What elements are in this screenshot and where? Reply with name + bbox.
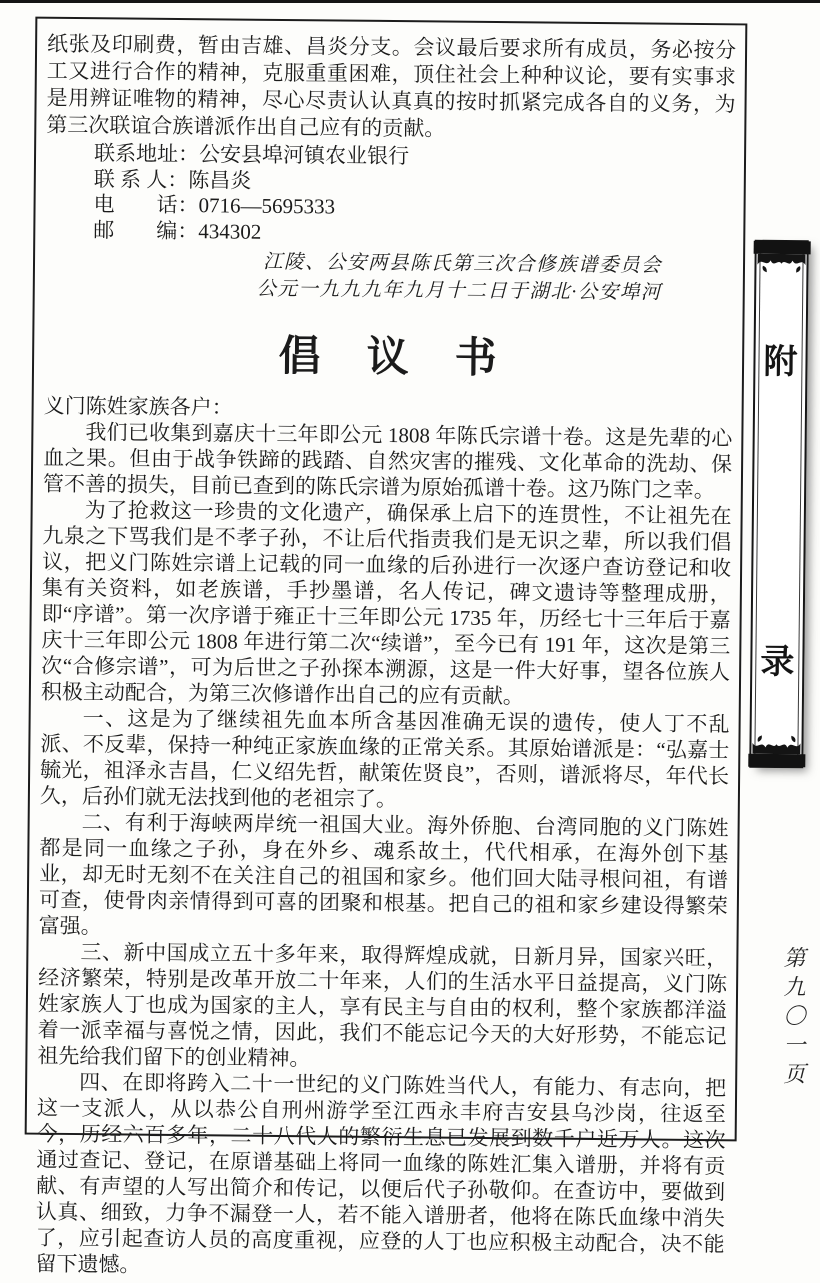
- body-paragraph-1: 我们已收集到嘉庆十三年即公元 1808 年陈氏宗谱十卷。这是先辈的心血之果。但由于战争铁蹄的践踏、自然灾害的摧残、文化革命的洗劫、保管不善的损失，目前已查到的陈氏宗谱为原始孤谱十卷。这乃陈门之幸。: [42, 420, 733, 503]
- tab-char-fu: 附: [763, 343, 798, 382]
- document-frame: [25, 17, 748, 1277]
- paragraph-continued: 纸张及印刷费，暂由吉雄、昌炎分支。会议最后要求所有成员，务必按分工又进行合作的精神，克服重重困难，顶住社会上种种议论，要有实事求是用辨证唯物的精神，尽心尽责认认真真的按时抓紧完成各自的义务，为第三次联谊合族谱派作出自己应有的贡献。: [46, 31, 737, 141]
- contact-row-phone: 电 话：0716—5695333: [93, 192, 336, 219]
- tab-bottom-bar: [748, 754, 805, 768]
- cloud-ornament-bottom-icon: [752, 728, 800, 755]
- body-paragraph-4: 二、有利于海峡两岸统一祖国大业。海外侨胞、台湾同胞的义门陈姓都是同一血缘之子孙，身在外乡、魂系故土，代代相承，在海外创下基业，却无时无刻不在关注自己的祖国和家乡。他们回大陆寻根问祖，有谱可查，使骨肉亲情得到可喜的团聚和根基。把自己的祖和家乡建设得繁荣富强。: [38, 810, 729, 939]
- tab-char-lu: 录: [760, 643, 795, 682]
- body-paragraph-2: 为了抢救这一珍贵的文化遗产，确保承上启下的连贯性，不让祖先在九泉之下骂我们是不孝子孙，不让后代指责我们是无识之辈，所以我们倡议，把义门陈姓宗谱上记载的同一血缘的后孙进行一次逐户查访登记和收集有关资料，如老族谱，手抄墨谱，名人传记，碑文遗诗等整理成册，即“序谱”。第一次序谱于雍正十三年即公元 1735 年，历经七十三年后于嘉庆十三年即公元 1808 年进行第二次“续谱”，至今已有 191 年，这次是第三次“合修宗谱”，可为后世之子孙探本溯源，这是一件大好事，望各位族人积极主动配合，为第三次修谱作出自己的应有贡献。: [40, 498, 732, 709]
- contact-row-address: 联系地址：公安县埠河镇农业银行: [93, 141, 410, 169]
- contact-row-postcode: 邮 编：434302: [93, 217, 262, 244]
- appendix-side-tab: [749, 240, 809, 769]
- signature-committee: 江陵、公安两县陈氏第三次合修族谱委员会: [262, 251, 663, 277]
- signature-date-place: 公元一九九九年九月十二日于湖北·公安埠河: [256, 278, 662, 304]
- body-paragraph-5: 三、新中国成立五十多年来，取得辉煌成就，日新月异，国家兴旺，经济繁荣，特别是改革开放二十年来，人们的生活水平日益提高，义门陈姓家族人丁也成为国家的主人，享有民主与自由的权利，整个家族都洋溢着一派幸福与喜悦之情，因此，我们不能忘记今天的大好形势，不能忘记祖先给我们留下的创业精神。: [37, 940, 728, 1071]
- body-paragraph-6: 四、在即将跨入二十一世纪的义门陈姓当代人，有能力、有志向，把这一支派人，从以恭公自刑州游学至江西永丰府吉安县乌沙岗，往返至今，历经六百多年，二十八代人的繁衍生息已发展到数千户近万人。这次通过查记、登记，在原谱基础上将同一血缘的陈姓汇集入谱册，并将有贡献、有声望的人写出简介和传记，以便后代子孙敬仰。在查访中，要做到认真、细致，力争不漏登一人，若不能入谱册者，他将在陈氏血缘中消失了，应引起查访人员的高度重视，应登的人丁也应积极主动配合，决不能留下遗憾。: [35, 1070, 727, 1277]
- contact-row-person: 联 系 人：陈昌炎: [93, 166, 252, 193]
- scan-edge-top-line: [0, 0, 820, 3]
- body-paragraph-3: 一、这是为了继续祖先血本所含基因准确无误的遗传，使人丁不乱派、不反辈，保持一种纯正家族血缘的正常关系。其原始谱派是：“弘嘉士毓光，祖泽永吉昌，仁义绍先哲，献策佐贤良”，否则，谱派将尽，年代长久，后孙们就无法找到他的老祖宗了。: [39, 706, 730, 812]
- tab-top-bar: [754, 241, 811, 255]
- cloud-ornament-top-icon: [757, 254, 805, 281]
- tab-double-border: [754, 243, 803, 765]
- signature-block: [45, 247, 734, 308]
- page-number-vertical: 第九〇一页: [781, 946, 806, 1091]
- contact-block: [93, 141, 735, 249]
- document-title: 倡 议 书: [278, 333, 499, 383]
- salutation: 义门陈姓家族各户：: [43, 393, 233, 420]
